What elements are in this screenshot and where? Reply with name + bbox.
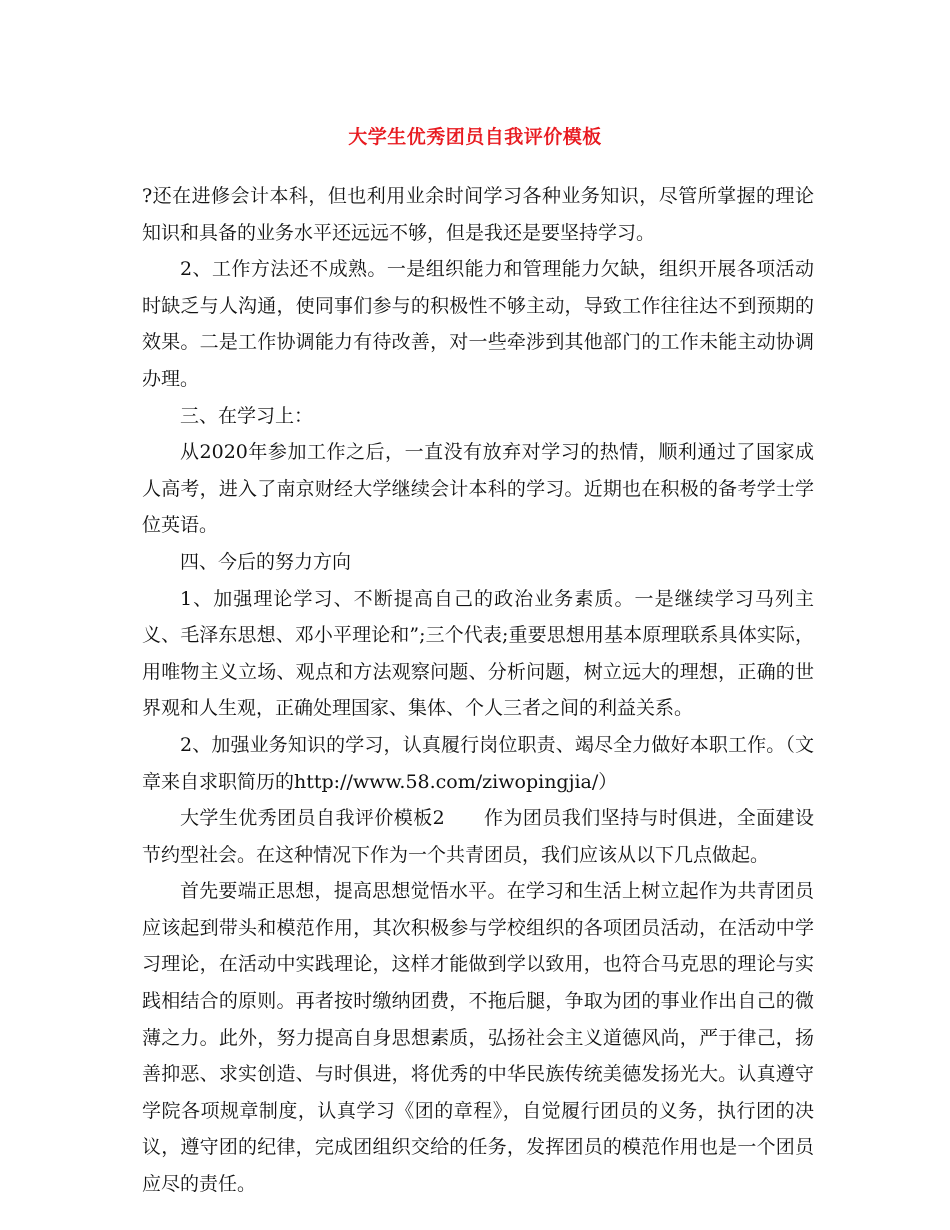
paragraph-4: 从2020年参加工作之后，一直没有放弃对学习的热情，顺利通过了国家成人高考，进入了南京财经大学继续会计本科的学习。近期也在积极的备考学士学位英语。 xyxy=(142,441,814,537)
paragraph-9: 首先要端正思想，提高思想觉悟水平。在学习和生活上树立起作为共青团员应该起到带头和模范作用，其次积极参与学校组织的各项团员活动，在活动中学习理论，在活动中实践理论，这样才能做到学以致用，也符合马克思的理论与实践相结合的原则。再者按时缴纳团费，不拖后腿，争取为团的事业作出自己的微薄之力。此外，努力提高自身思想素质，弘扬社会主义道德风尚，严于律己，扬善抑恶、求实创造、与时俱进，将优秀的中华民族传统美德发扬光大。认真遵守学院各项规章制度，认真学习《团的章程》，自觉履行团员的义务，执行团的决议，遵守团的纪律，完成团组织交给的任务，发挥团员的模范作用也是一个团员应尽的责任。 xyxy=(142,880,814,1196)
paragraph-5-heading: 四、今后的努力方向 xyxy=(180,550,352,573)
paragraph-7: 2、加强业务知识的学习，认真履行岗位职责、竭尽全力做好本职工作。（文章来自求职简历的http://www.58.com/ziwopingjia/） xyxy=(142,733,814,793)
paragraph-3-heading: 三、在学习上： xyxy=(180,404,314,427)
paragraph-1: ?还在进修会计本科，但也利用业余时间学习各种业务知识，尽管所掌握的理论知识和具备的业务水平还远远不够，但是我还是要坚持学习。 xyxy=(142,185,814,244)
paragraph-8: 大学生优秀团员自我评价模板2 作为团员我们坚持与时俱进，全面建设节约型社会。在这种情况下作为一个共青团员，我们应该从以下几点做起。 xyxy=(142,807,814,866)
document-title: 大学生优秀团员自我评价模板 xyxy=(348,126,602,148)
document-body xyxy=(142,178,814,1203)
paragraph-6: 1、加强理论学习、不断提高自己的政治业务素质。一是继续学习马列主义、毛泽东思想、邓小平理论和”;三个代表;重要思想用基本原理联系具体实际，用唯物主义立场、观点和方法观察问题、分析问题，树立远大的理想，正确的世界观和人生观，正确处理国家、集体、个人三者之间的利益关系。 xyxy=(142,587,814,720)
paragraph-2: 2、工作方法还不成熟。一是组织能力和管理能力欠缺，组织开展各项活动时缺乏与人沟通，使同事们参与的积极性不够主动，导致工作往往达不到预期的效果。二是工作协调能力有待改善，对一些牵涉到其他部门的工作未能主动协调办理。 xyxy=(142,258,814,390)
